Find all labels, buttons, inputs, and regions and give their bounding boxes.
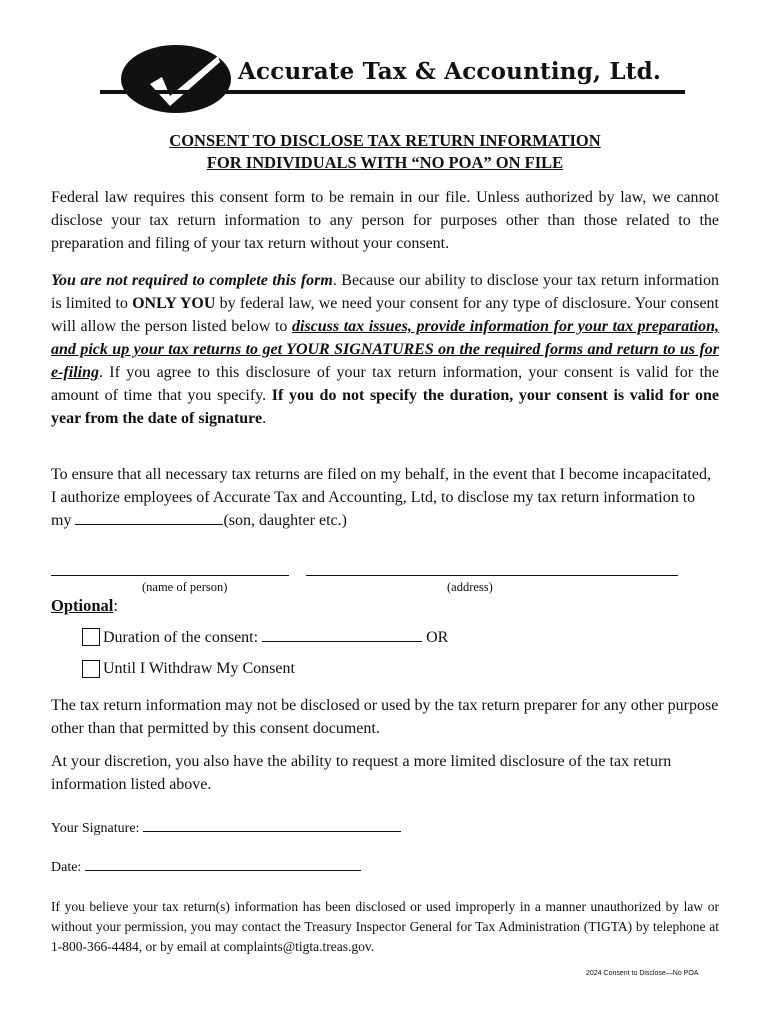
tigta-notice-paragraph: If you believe your tax return(s) information has been disclosed or used improperly in a manner unauthorized by law or without your permission, you may contact the Treasury Inspector General for Tax Administration (TIGTA) by telephone at 1-800-366-4484, or by email at complaints@tigta.treas.gov. bbox=[51, 899, 719, 954]
incapacity-paragraph bbox=[51, 463, 719, 532]
limited-disclosure-paragraph: At your discretion, you also have the ability to request a more limited disclosure of the tax return information listed above. bbox=[51, 753, 672, 793]
checkmark-logo-icon bbox=[120, 44, 232, 114]
form-title-line1: CONSENT TO DISCLOSE TAX RETURN INFORMATION bbox=[169, 131, 601, 150]
form-title-line2: FOR INDIVIDUALS WITH “NO POA” ON FILE bbox=[206, 153, 564, 172]
default-duration-text: If you do not specify the duration, your consent is valid for one year from the date of signature bbox=[51, 387, 719, 427]
consent-scope-text: discuss tax issues, provide information for your tax preparation, and pick up your tax returns to get YOUR SIGNATURES on the required forms and return to us for e-filing bbox=[51, 318, 719, 381]
consent-text-2: by federal law, we need your consent for any type of disclosure. Your consent will allow the person listed below to bbox=[51, 295, 720, 335]
consent-period: . bbox=[262, 410, 267, 427]
withdraw-label: Until I Withdraw My Consent bbox=[103, 660, 295, 677]
duration-row bbox=[103, 627, 448, 647]
optional-label: Optional bbox=[51, 596, 114, 615]
footer-text: 2024 Consent to Disclose—No POA bbox=[586, 970, 699, 977]
only-you-text: ONLY YOU bbox=[132, 295, 216, 312]
consent-paragraph bbox=[51, 269, 719, 430]
withdraw-checkbox[interactable] bbox=[82, 660, 100, 678]
signature-row bbox=[51, 817, 401, 837]
signature-label: Your Signature: bbox=[51, 821, 140, 836]
incapacity-text: To ensure that all necessary tax returns are filed on my behalf, in the event that I become incapacitated, I authorize employees of Accurate Tax and Accounting, Ltd, to disclose my tax return information to my bbox=[51, 466, 711, 529]
signature-field[interactable] bbox=[143, 817, 401, 832]
optional-colon: : bbox=[113, 596, 118, 615]
duration-checkbox[interactable] bbox=[82, 628, 100, 646]
optional-heading bbox=[51, 596, 118, 616]
company-name: Accurate Tax & Accounting, Ltd. bbox=[238, 58, 662, 85]
relationship-hint: (son, daughter etc.) bbox=[223, 512, 347, 529]
address-label: (address) bbox=[447, 580, 493, 594]
relationship-field[interactable] bbox=[75, 510, 223, 525]
date-field[interactable] bbox=[85, 856, 361, 871]
use-limitation-paragraph: The tax return information may not be disclosed or used by the tax return preparer for any other purpose other than that permitted by this consent document. bbox=[51, 697, 719, 737]
date-label: Date: bbox=[51, 860, 82, 875]
consent-text-1: . Because our ability to disclose your tax return information is limited to bbox=[51, 272, 720, 312]
header-rule bbox=[100, 90, 685, 94]
name-of-person-field[interactable] bbox=[51, 575, 289, 576]
or-text: OR bbox=[426, 629, 449, 646]
date-row bbox=[51, 856, 361, 876]
intro-paragraph: Federal law requires this consent form to be remain in our file. Unless authorized by law, we cannot disclose your tax return information to any person for purposes other than those related to the preparation and filing of your tax return without your consent. bbox=[51, 189, 719, 252]
not-required-lead: You are not required to complete this form bbox=[51, 272, 333, 289]
duration-label: Duration of the consent: bbox=[103, 629, 259, 646]
address-field[interactable] bbox=[306, 575, 678, 576]
consent-text-3: . If you agree to this disclosure of your tax return information, your consent is valid for the amount of time that you specify. bbox=[51, 364, 719, 404]
name-of-person-label: (name of person) bbox=[142, 580, 228, 594]
duration-field[interactable] bbox=[262, 627, 422, 642]
